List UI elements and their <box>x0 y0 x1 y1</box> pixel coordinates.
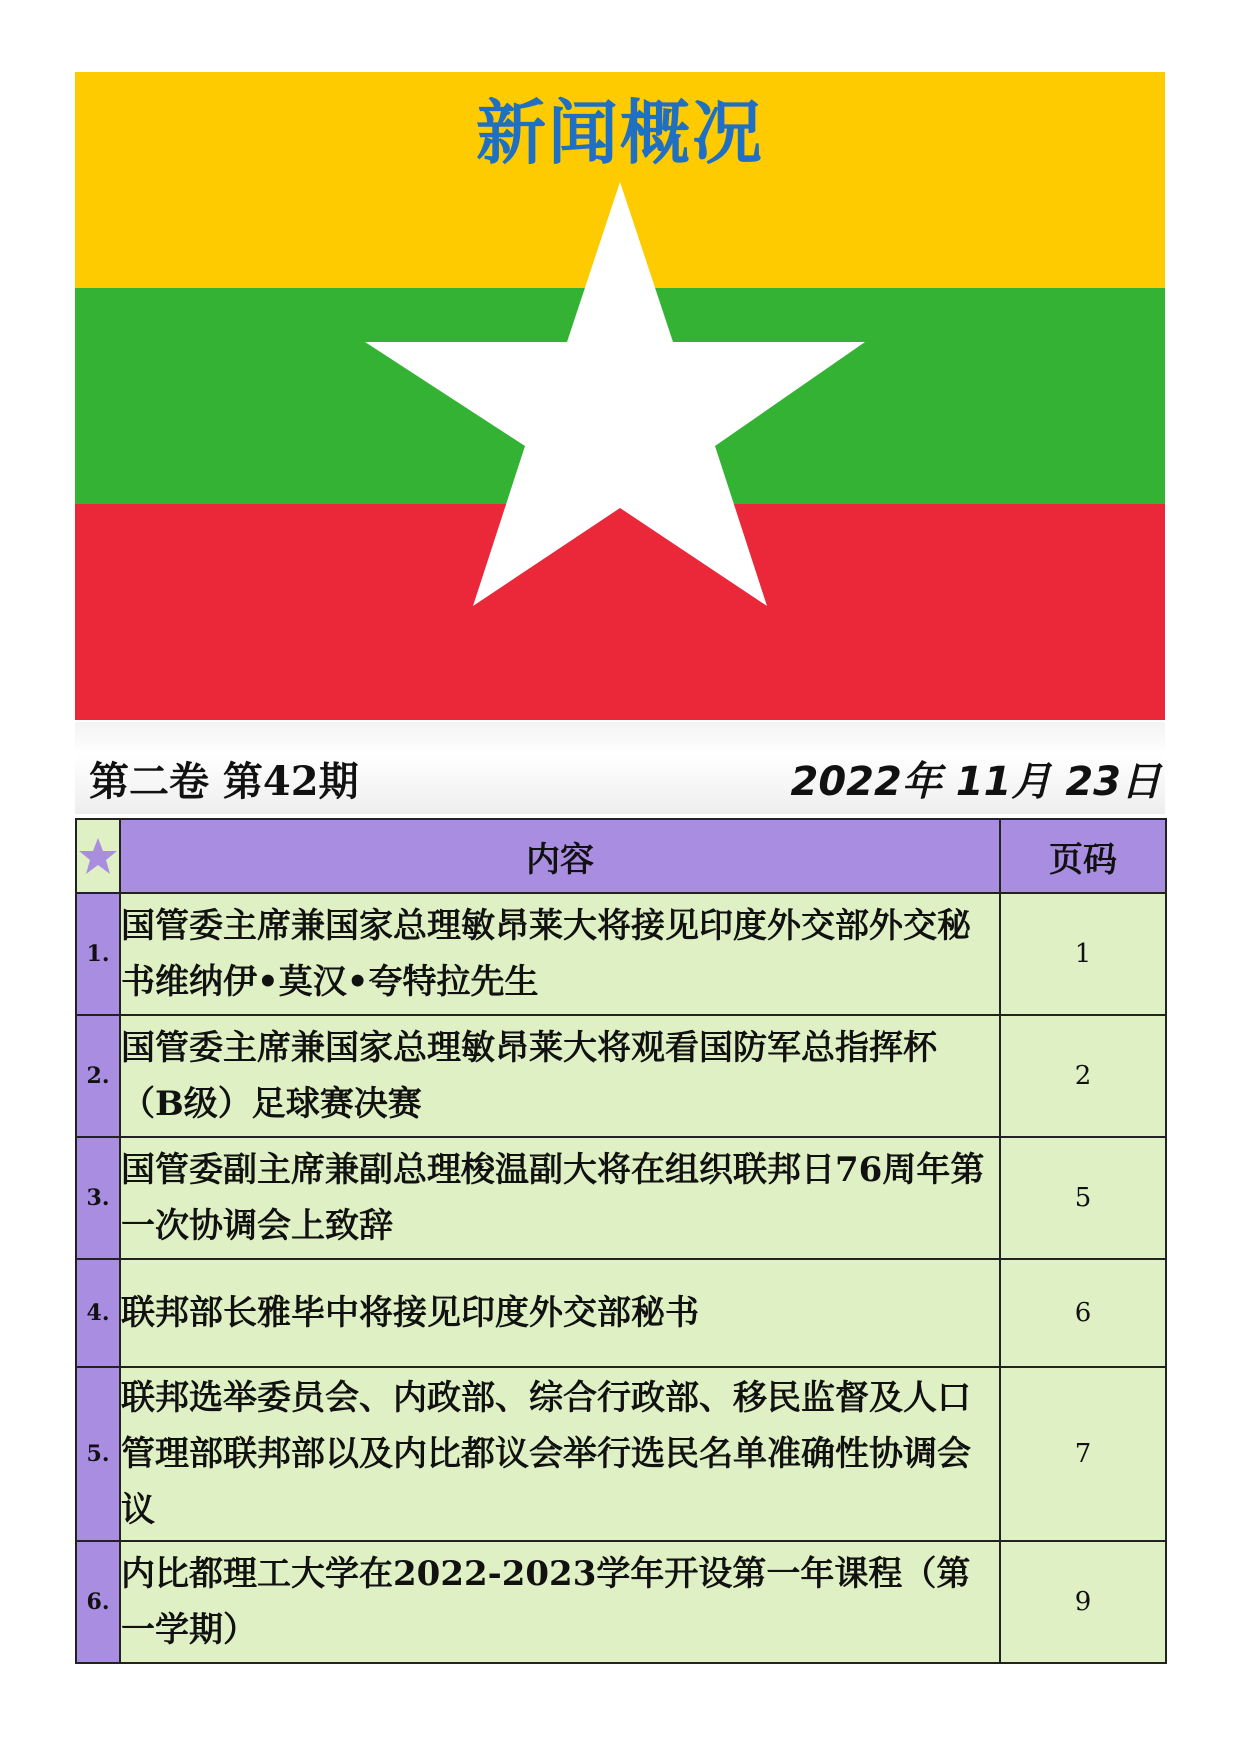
issue-volume: 第二卷 第42期 <box>89 758 359 805</box>
table-row <box>76 1541 1166 1663</box>
table-row <box>76 1259 1166 1367</box>
row-number: 2. <box>76 1015 120 1137</box>
row-title: 联邦选举委员会、内政部、综合行政部、移民监督及人口管理部联邦部以及内比都议会举行选民名单准确性协调会议 <box>120 1367 1000 1541</box>
row-number: 3. <box>76 1137 120 1259</box>
row-page-number: 2 <box>1000 1015 1166 1137</box>
table-header-row <box>76 819 1166 893</box>
issue-bar <box>75 722 1165 814</box>
star-icon <box>78 836 118 876</box>
table-row <box>76 1015 1166 1137</box>
row-number: 6. <box>76 1541 120 1663</box>
row-page-number: 9 <box>1000 1541 1166 1663</box>
myanmar-flag <box>75 72 1165 720</box>
table-row <box>76 893 1166 1015</box>
header-star-cell <box>76 819 120 893</box>
row-title: 国管委主席兼国家总理敏昂莱大将观看国防军总指挥杯（B级）足球赛决赛 <box>120 1015 1000 1137</box>
header-page: 页码 <box>1000 819 1166 893</box>
header-content: 内容 <box>120 819 1000 893</box>
issue-date: 2022年 11月 23日 <box>790 759 1161 805</box>
table-row <box>76 1367 1166 1541</box>
row-number: 1. <box>76 893 120 1015</box>
row-page-number: 5 <box>1000 1137 1166 1259</box>
table-row <box>76 1137 1166 1259</box>
newsletter-title: 新闻概况 <box>476 92 764 174</box>
row-number: 5. <box>76 1367 120 1541</box>
row-number: 4. <box>76 1259 120 1367</box>
row-title: 内比都理工大学在2022-2023学年开设第一年课程（第一学期） <box>120 1541 1000 1663</box>
row-title: 国管委主席兼国家总理敏昂莱大将接见印度外交部外交秘书维纳伊•莫汉•夸特拉先生 <box>120 893 1000 1015</box>
contents-table <box>75 818 1167 1664</box>
row-title: 国管委副主席兼副总理梭温副大将在组织联邦日76周年第一次协调会上致辞 <box>120 1137 1000 1259</box>
row-page-number: 1 <box>1000 893 1166 1015</box>
row-page-number: 7 <box>1000 1367 1166 1541</box>
row-title: 联邦部长雅毕中将接见印度外交部秘书 <box>120 1259 1000 1367</box>
row-page-number: 6 <box>1000 1259 1166 1367</box>
